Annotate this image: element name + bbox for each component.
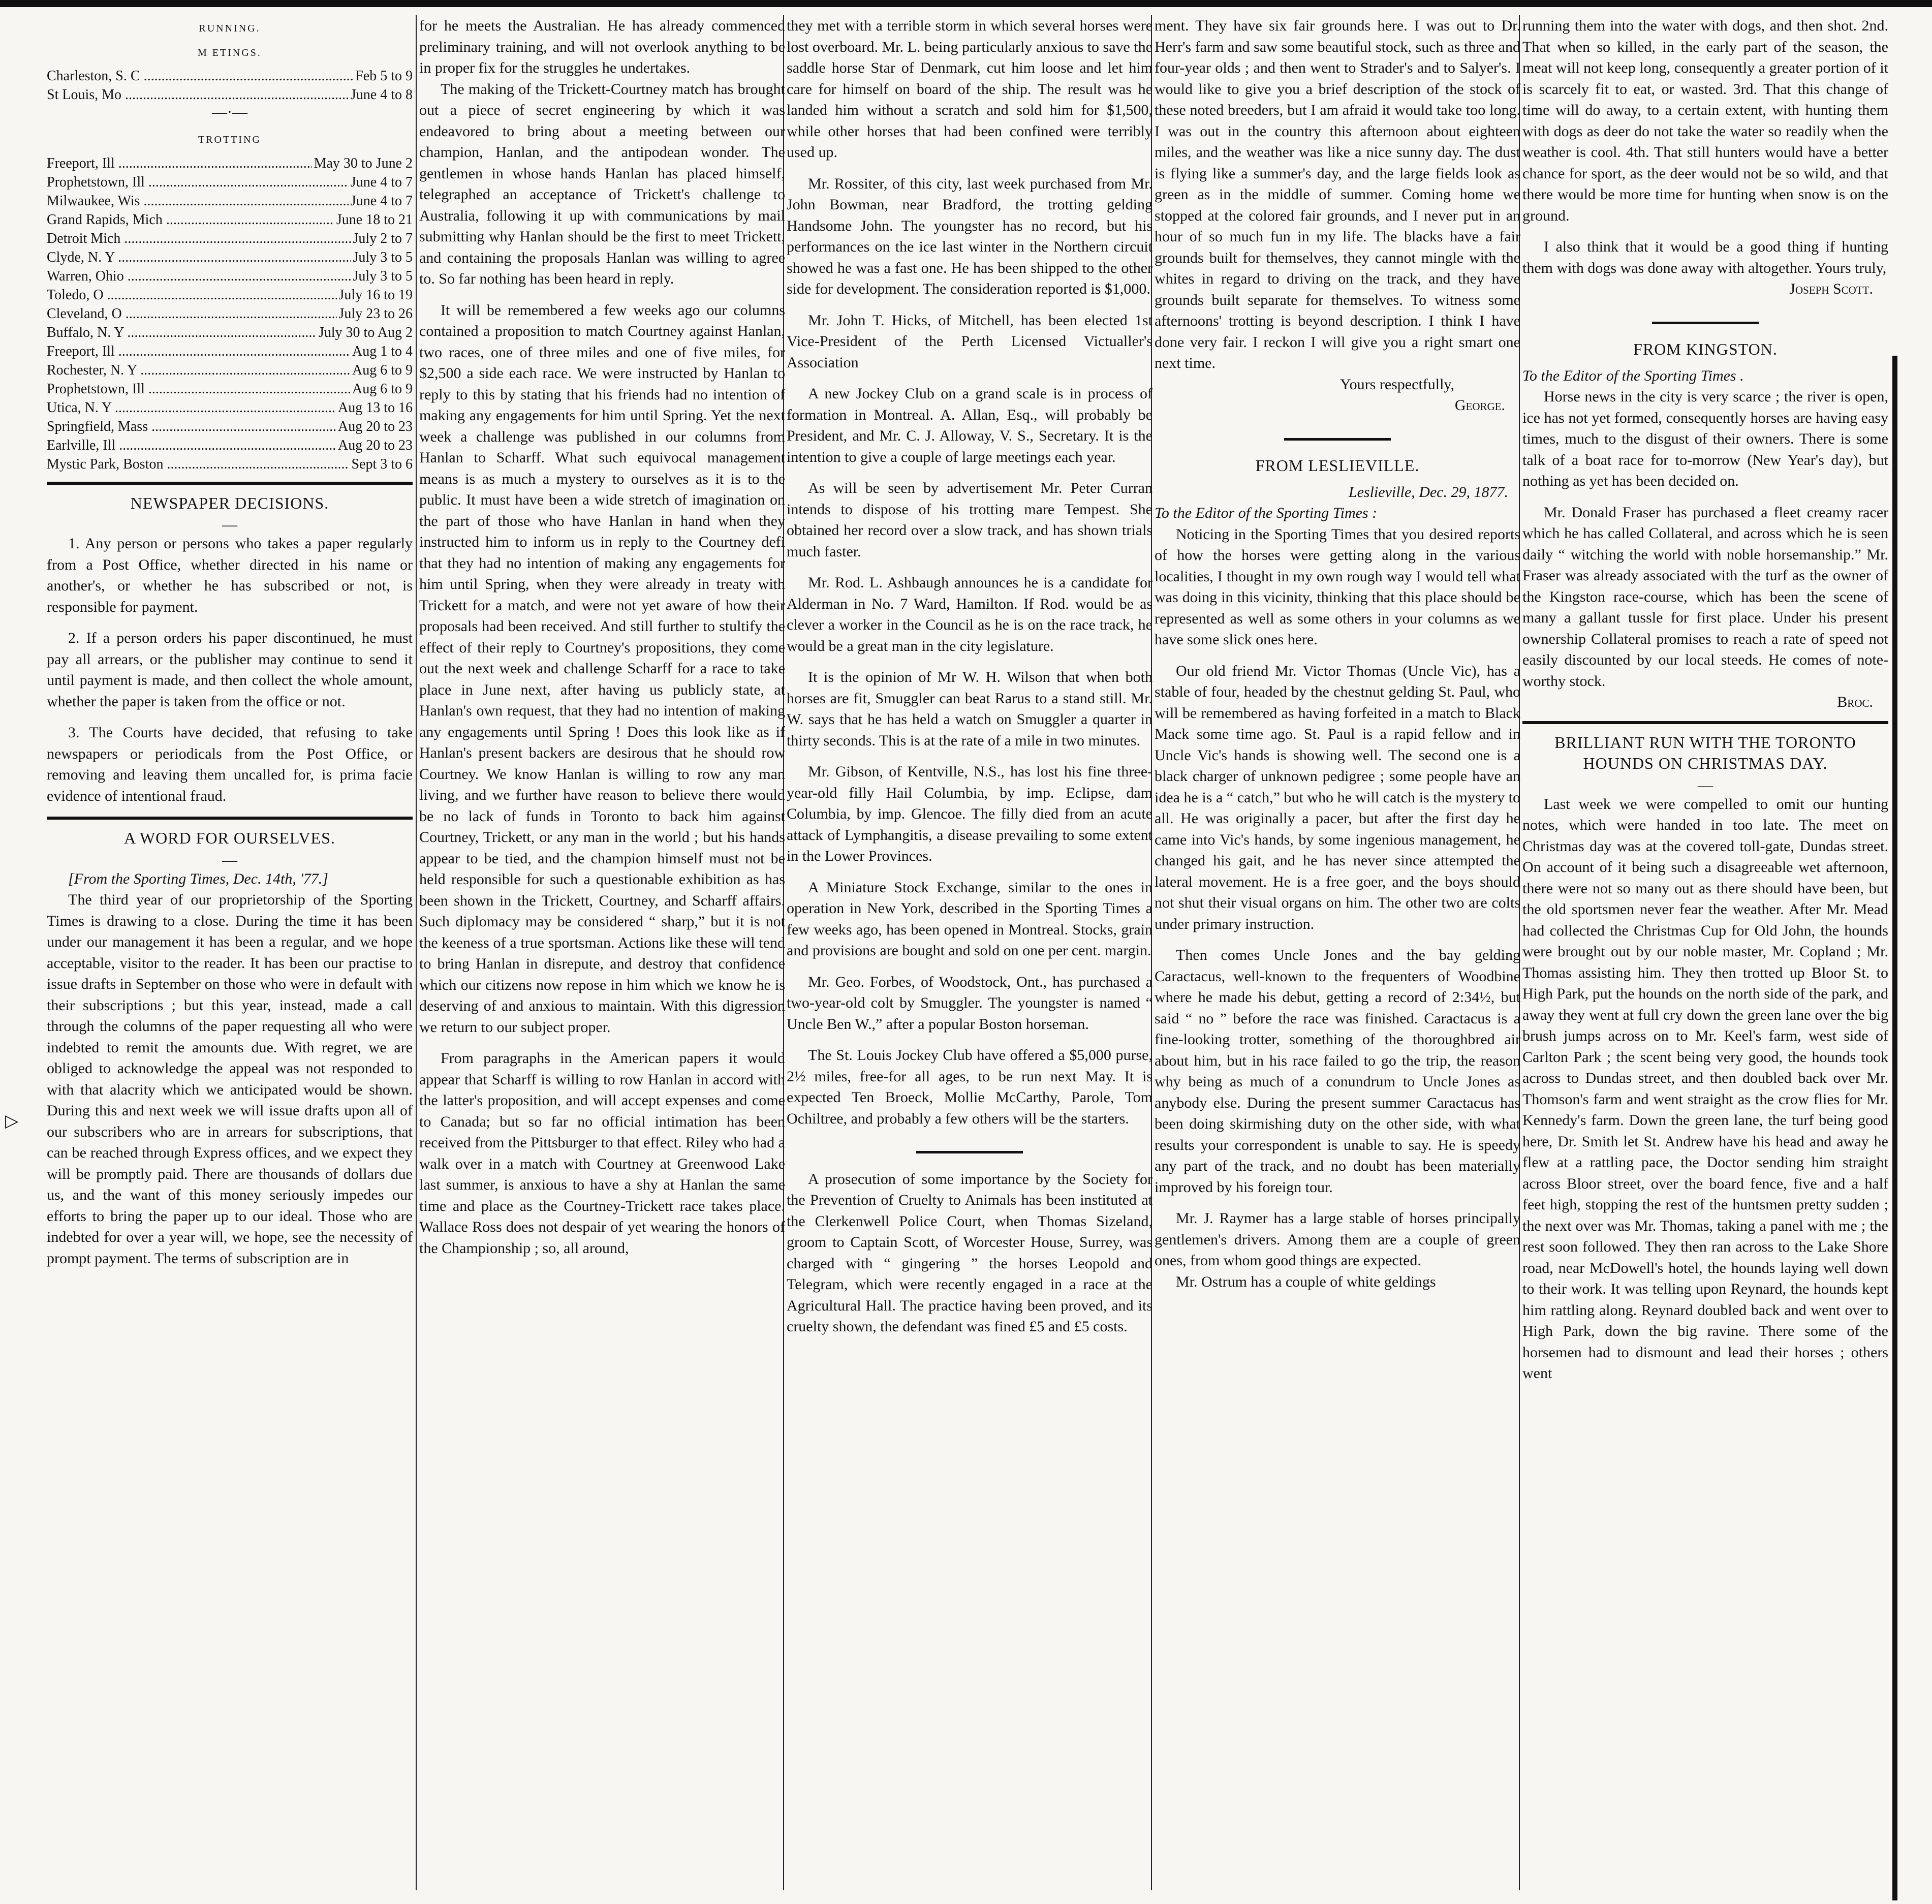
schedule-row — [47, 380, 413, 398]
meeting-dates: Feb 5 to 9 — [355, 68, 413, 84]
schedule-row — [47, 248, 413, 267]
meeting-place: Cleveland, O ..... — [47, 304, 337, 323]
article-paragraph: From paragraphs in the American papers it would appear that Scharff is willing to row Hanlan in accord with the latter's proposition, and will accept expenses and come to Canada; but so far no official intimation has been received from the Pittsburger to that effect. Riley who had a walk over in a match with Courtney at Greenwood Lake last summer, is anxious to have a shy at Hanlan the same time and place as the Courtney-Trickett race takes place. Wallace Ross does not despair of yet wearing the honors of the Championship ; so, all around, — [419, 1050, 785, 1257]
schedule-row — [47, 286, 413, 304]
letter-paragraph: Mr. Donald Fraser has purchased a fleet creamy racer which he has called Collateral, and across which he is seen daily “ witching the world with noble horsemanship.” Mr. Fraser was already associated with the turf as the owner of the Kingston race-course, which has been the scene of many a gallant tussle for first place. Under his present ownership Collateral promises to reach a rate of speed not easily discounted by our local steeds. He comes of note-worthy stock. — [1522, 504, 1888, 690]
meeting-place: Utica, N. Y ..... — [47, 398, 336, 417]
ornamental-rule — [1522, 309, 1888, 330]
meeting-dates: June 4 to 7 — [350, 193, 413, 209]
letter-paragraph: Horse news in the city is very scarce ; the river is open, ice has not yet formed, consequently horses are having easy times, much to the disgust of their owners. There is some talk of a boat race for to-morrow (New Year's day), but nothing as yet has been decided on. — [1522, 388, 1888, 489]
ornamental-rule — [787, 1138, 1152, 1160]
column-rule — [416, 15, 417, 1890]
section-rule — [47, 482, 413, 485]
column-3 — [787, 15, 1152, 1890]
letter-paragraph: Our old friend Mr. Victor Thomas (Uncle Vic), has a stable of four, headed by the chestnut gelding St. Paul, who will be remembered as having forfeited in a match to Black Mack some time ago. St. Paul is a rapid fellow and in Uncle Vic's hands is showing well. The second one is a black charger of unknown pedigree ; some people have an idea he is a “ catch,” but who he will catch is the mystery to all. He was originally a pacer, but after the first day he came into Vic's hands, by some ingenious management, he changed his gait, and he has never since attempted the lateral movement. He is a free goer, and the boys should not shut their visual organs on him. The other two are colts under primary instruction. — [1155, 662, 1520, 932]
schedule-row — [47, 210, 413, 229]
news-paragraph: Mr. Rod. L. Ashbaugh announces he is a candidate for Alderman in No. 7 Ward, Hamilton. If Rod. would be as clever a worker in the Council as he is on the race track, he would be a great man in the city legislature. — [787, 574, 1152, 654]
meeting-place: Prophetstown, Ill ..... — [47, 380, 350, 398]
ornamental-rule — [1155, 425, 1520, 447]
meeting-dates: Aug 20 to 23 — [338, 437, 413, 453]
meeting-dates: Aug 6 to 9 — [352, 362, 413, 378]
top-border — [0, 0, 1932, 7]
hounds-heading: BRILLIANT RUN WITH THE TORONTO HOUNDS ON CHRISTMAS DAY. — [1554, 733, 1856, 772]
schedule-row — [47, 323, 413, 342]
decisions-heading: NEWSPAPER DECISIONS. — [130, 493, 329, 512]
running-heading: RUNNING. — [199, 23, 261, 34]
running-subheading: M ETINGS. — [198, 47, 262, 58]
column-1 — [47, 15, 413, 1890]
meeting-dates: Aug 1 to 4 — [352, 343, 413, 359]
news-paragraph: Mr. John T. Hicks, of Mitchell, has been elected 1st Vice-President of the Perth Licensed Victualler's Association — [787, 311, 1152, 371]
trotting-heading: TROTTING — [198, 134, 261, 145]
meeting-dates: July 23 to 26 — [338, 305, 413, 322]
meeting-dates: July 2 to 7 — [353, 230, 413, 246]
kingston-heading: FROM KINGSTON. — [1633, 340, 1778, 358]
salutation: To the Editor of the Sporting Times . — [1522, 367, 1744, 384]
news-paragraph: A prosecution of some importance by the Society for the Prevention of Cruelty to Animals has been instituted at the Clerkenwell Police Court, when Thomas Sizeland, groom to Captain Scott, of Worcester House, Surrey, was charged with “ gingering ” the horses Leopold and Telegram, which were recently engaged in a race at the Agricultural Hall. The practice having been proved, and its cruelty shown, the defendant was fined £5 and £5 costs. — [787, 1170, 1152, 1335]
meeting-place: Springfield, Mass ..... — [47, 417, 336, 436]
dateline: Leslieville, Dec. 29, 1877. — [1348, 483, 1508, 501]
news-paragraph: Mr. Gibson, of Kentville, N.S., has lost his fine three-year-old filly Hail Columbia, by imp. Eclipse, dam Columbia, by imp. Glencoe. The filly died from an acute attack of Lymphangitis, a disease prevailing to some extent in the Lower Provinces. — [787, 763, 1152, 864]
letter-paragraph: running them into the water with dogs, and then shot. 2nd. That when so killed, in the early part of the season, the meat will not keep long, consequently a greater portion of it is scarcely fit to eat, or wasted. 3rd. That this change of time will do away, to a certain extent, with hunting them with dogs as deer do not take the water so readily when the weather is cool. 4th. That still hunters would have a better chance for sport, as the deer would not be so wild, and that there would be more time for hunting when snow is on the ground. — [1522, 17, 1888, 224]
meeting-place: Milwaukee, Wis ..... — [47, 192, 349, 210]
hunt-paragraph: Last week we were compelled to omit our hunting notes, which were handed in too late. The meet on Christmas day was at the covered toll-gate, Dundas street. On account of it being such a disagreeable wet afternoon, there were not so many out as there should have been, but the old sportsmen never fear the weather. After Mr. Mead had collected the Christmas Cup for Old John, the hounds were brought out by our noble master, Mr. Copland ; Mr. Thomas assisting him. They then trotted up Bloor St. to High Park, put the hounds on the north side of the park, and away they went at full cry down the green lane over the big brush jumps across on to Mr. Keel's farm, west side of Carlton Park ; the scent being very good, the hounds took across to Dundas street, and then doubled back over Mr. Thomson's farm and went straight as the crow flies for Mr. Kennedy's farm. Down the green lane, the turf being good here, Dr. Smith let St. Andrew have his head and away he flew at a rattling pace, the Doctor sending him straight across Bloor street, over the board fence, five and a half feet high, stopping the rest of the huntsmen pretty sudden ; the next over was Mr. Thomas, taking a panel with me ; the rest soon followed. They then ran across to the Lake Shore road, near McDowell's hotel, the hounds laying well down to their work. It was telling upon Reynard, the hounds kept him rattling along. Reynard doubled back and went over to High Park, down the big ravine. There some of the horsemen had to dismount and lead their horses ; others went — [1522, 795, 1888, 1382]
word-heading: A WORD FOR OURSELVES. — [124, 829, 335, 847]
meeting-dates: July 3 to 5 — [353, 249, 413, 265]
schedule-row — [47, 67, 413, 85]
news-paragraph: A Miniature Stock Exchange, similar to the ones in operation in New York, described in the Sporting Times a few weeks ago, has been opened in Montreal. Stocks, grain and provisions are bought and sold on one per cent. margin. — [787, 879, 1152, 959]
meeting-dates: Aug 20 to 23 — [338, 418, 413, 434]
decision-item: 3. The Courts have decided, that refusing to take newspapers or periodicals from the Post Office, or removing and leaving them uncalled for, is prima facie evidence of intentional fraud. — [47, 724, 413, 804]
divider: — — [222, 516, 237, 533]
news-paragraph: As will be seen by advertisement Mr. Peter Curran intends to dispose of his trotting mare Tempest. She obtained her record over a slow track, and has shown trials much faster. — [787, 480, 1152, 560]
meeting-place: Freeport, Ill ..... — [47, 342, 350, 361]
schedule-row — [47, 342, 413, 361]
article-paragraph: It will be remembered a few weeks ago our columns contained a proposition to match Courtney against Hanlan, two races, one of three miles and one of five miles, for $2,500 a side each race. We were instructed by Hanlan to reply to this by stating that his friends had no intention of making any engagements for him until Spring. Yet the next week a challenge was published in our columns from Hanlan to Scharff. What such equivocal management means is as much a mystery to ourselves as it is to the public. It must have been a wide stretch of imagination on the part of those who have Hanlan in hand when they instructed him to inform us in reply to the Courtney defi that they had no intention of making any engagements for him until Spring, when they were already in treaty with Trickett for a match, and were not yet aware of how their proposals had been received. And still further to stultify the effect of their reply to Courtney's propositions, they come out the next week and challenge Scharff for a race to take place in June next, after having us publicly state, at Hanlan's own request, that they had no intention of making any engagements until Spring ! Does this look like as if Hanlan's present backers are desirous that he should row Courtney. We know Hanlan is willing to row any man living, and we further have reason to believe there would be no lack of funds in Toronto to back him against Courtney, Trickett, or any man in the world ; but his hands appear to be tied, and the champion himself must not be held responsible for such a questionable exhibition as has been shown in the Trickett, Courtney, and Scharff affairs. Such diplomacy may be considered “ sharp,” but it is not the keeness of a true sportsman. Actions like these will tend to bring Hanlan in disrepute, and destroy that confidence which our citizens now repose in him which we know he is deserving of and anxious to maintain. With this digression we return to our subject proper. — [419, 301, 785, 1036]
divider: — — [222, 851, 237, 868]
article-paragraph: The making of the Trickett-Courtney match has brought out a piece of secret engineering by which it was endeavored to bring about a meeting between our champion, Hanlan, and the antipodean wonder. The gentlemen in whose hands Hanlan has placed himself, telegraphed an acceptance of Trickett's challenge to Australia, following it up with communications by mail submitting why Hanlan should be the first to meet Trickett, and containing the proposals Hanlan was willing to agree to. So far nothing has been heard in reply. — [419, 80, 785, 287]
schedule-row — [47, 85, 413, 104]
decision-item: 1. Any person or persons who takes a paper regularly from a Post Office, whether directed in his name or another's, or whether he has subscribed or not, is responsible for payment. — [47, 535, 413, 615]
meeting-place: Rochester, N. Y ..... — [47, 361, 350, 380]
news-paragraph: they met with a terrible storm in which several horses were lost overboard. Mr. L. being particularly anxious to save the saddle horse Star of Denmark, cut him loose and let him care for himself on board of the ship. The result was he landed him without a scratch and sold him for $1,500, while other horses that had been confined were terribly used up. — [787, 17, 1152, 161]
decisions-body — [47, 533, 413, 806]
letter-paragraph: Mr. Ostrum has a couple of white geldings — [1176, 1273, 1436, 1290]
leslieville-heading: FROM LESLIEVILLE. — [1255, 456, 1420, 475]
letter-paragraph: ment. They have six fair grounds here. I was out to Dr. Herr's farm and saw some beautiful stock, such as three and four-year olds ; and then went to Strader's and to Salyer's. I would like to give you a brief description of the stock of these noted breeders, but I am afraid it would take too long. I was out in the country this afternoon about eighteen miles, and the weather was like a nice sunny day. The dust is flying like a summer's day, and the large fields look as green as in the middle of summer. Coming home we stopped at the colored fair grounds, and I never put in an hour of so much fun in my life. The blacks have a fair grounds built for themselves, they cannot mingle with the whites in regard to driving on the track, and they have grounds built separate for themselves. To witness some afternoons' trotting is beyond description. I think I have done very fair. I reckon I will give you a right smart one next time. — [1155, 17, 1520, 371]
news-paragraph: The St. Louis Jockey Club have offered a $5,000 purse, 2½ miles, free-for all ages, to be run next May. It is expected Ten Broeck, Mollie McCarthy, Parole, Tom Ochiltree, and probably a few others will be the starters. — [787, 1047, 1152, 1127]
letter-paragraph: Then comes Uncle Jones and the bay gelding Caractacus, well-known to the frequenters of Woodbine where he made his debut, getting a record of 2:34½, but said “ no ” before the race was finished. Caractacus is a fine-looking trotter, something of the thoroughbred air about him, but in his race failed to go the trip, the reason why being as much of a conundrum to Uncle Jones as anybody else. During the present summer Caractacus has been doing skirmishing duty on the other side, with what results your correspondent is unable to say. He is speedy any part of the track, and no doubt has been materially improved by his foreign tour. — [1155, 947, 1520, 1196]
meeting-place: Warren, Ohio ..... — [47, 267, 351, 286]
meeting-place: Detroit Mich ..... — [47, 229, 351, 248]
schedule-row — [47, 229, 413, 248]
divider: — — [1698, 776, 1713, 794]
word-source: [From the Sporting Times, Dec. 14th, '77.] — [68, 870, 328, 887]
salutation: To the Editor of the Sporting Times : — [1155, 505, 1378, 521]
letter-signature: George. — [1454, 397, 1505, 414]
article-paragraph: for he meets the Australian. He has already commenced preliminary training, and will not overlook anything to be in proper fix for the struggles he undertakes. — [419, 17, 785, 76]
meeting-dates: Aug 13 to 16 — [338, 399, 413, 416]
meeting-dates: Sept 3 to 6 — [351, 456, 413, 472]
trotting-schedule — [47, 154, 413, 474]
news-paragraph: A new Jockey Club on a grand scale is in process of formation in Montreal. A. Allan, Esq., will probably be President, and Mr. C. J. Alloway, V. S., Secretary. It is the intention to give a couple of large meetings each year. — [787, 385, 1152, 465]
meeting-place: Prophetstown, Ill ..... — [47, 173, 349, 192]
letter-paragraph: Noticing in the Sporting Times that you desired reports of how the horses were getting along in the various localities, I thought in my own rough way I would tell what was doing in this vicinity, thinking that this place should be represented as well as some others in your columns as we have some slick ones here. — [1155, 525, 1520, 648]
column-4 — [1155, 15, 1520, 1890]
meeting-place: St Louis, Mo ..... — [47, 85, 349, 104]
meeting-place: Charleston, S. C ..... — [47, 67, 353, 85]
meeting-place: Earlville, Ill ..... — [47, 436, 336, 455]
column-5 — [1522, 15, 1888, 1890]
section-rule — [1522, 721, 1888, 724]
letter-signature: Broc. — [1837, 694, 1873, 710]
schedule-row — [47, 154, 413, 173]
decision-item: 2. If a person orders his paper discontinued, he must pay all arrears, or the publisher may continue to send it until payment is made, and then collect the whole amount, whether the paper is taken from the office or not. — [47, 630, 413, 710]
meeting-place: Clyde, N. Y ..... — [47, 248, 351, 267]
schedule-row — [47, 398, 413, 417]
schedule-row — [47, 192, 413, 210]
column-2 — [419, 15, 785, 1890]
section-rule — [47, 817, 413, 820]
schedule-row — [47, 173, 413, 192]
meeting-dates: July 30 to Aug 2 — [318, 324, 413, 340]
schedule-row — [47, 417, 413, 436]
schedule-row — [47, 267, 413, 286]
meeting-dates: June 18 to 21 — [336, 211, 413, 228]
letter-closing: Yours respectfully, — [1340, 376, 1454, 393]
running-schedule — [47, 67, 413, 104]
meeting-dates: May 30 to June 2 — [314, 155, 413, 171]
margin-marker: ▷ — [5, 1111, 19, 1131]
meeting-place: Toledo, O ..... — [47, 286, 337, 304]
meeting-dates: June 4 to 8 — [350, 87, 413, 103]
news-paragraph: Mr. Geo. Forbes, of Woodstock, Ont., has purchased a two-year-old colt by Smuggler. The youngster is named “ Uncle Ben W.,” after a popular Boston horseman. — [787, 973, 1152, 1033]
schedule-row — [47, 455, 413, 474]
letter-paragraph: Mr. J. Raymer has a large stable of horses principally gentlemen's drivers. Among them are a couple of green ones, from whom good things are expected. — [1155, 1210, 1520, 1269]
meeting-place: Buffalo, N. Y ..... — [47, 323, 317, 342]
page-edge-shadow — [1892, 356, 1897, 1900]
meeting-place: Grand Rapids, Mich ..... — [47, 210, 334, 229]
schedule-row — [47, 304, 413, 323]
meeting-dates: June 4 to 7 — [350, 174, 413, 190]
schedule-row — [47, 436, 413, 455]
meeting-place: Mystic Park, Boston ..... — [47, 455, 349, 474]
letter-paragraph: I also think that it would be a good thing if hunting them with dogs was done away with altogether. Yours truly, — [1522, 238, 1888, 276]
news-paragraph: It is the opinion of Mr W. H. Wilson that when both horses are fit, Smuggler can beat Rarus to a stand still. Mr. W. says that he has held a watch on Smuggler a quarter in thirty seconds. This is at the rate of a mile in two minutes. — [787, 669, 1152, 749]
word-body: The third year of our proprietorship of the Sporting Times is drawing to a close. During the time it has been under our management it has been a regular, and we hope acceptable, visitor to the reader. It has been our practise to issue drafts in September on those who were in default with their subscriptions ; but this year, instead, made a call through the columns of the paper requesting all who were indebted to remit the amounts due. With regret, we are obliged to acknowledge the appeal was not responded to with that alacrity which we anticipated would be shown. During this and next week we will issue drafts upon all of our subscribers who are in arrears for subscriptions, that can be reached through Express offices, and we expect they will be promptly paid. There are thousands of dollars due us, and the want of this money seriously impedes our efforts to bring the paper up to our ideal. Those who are indebted for over a year will, we hope, see the necessity of prompt payment. The terms of subscription are in — [47, 891, 413, 1267]
letter-signature: Joseph Scott. — [1789, 280, 1873, 297]
news-paragraph: Mr. Rossiter, of this city, last week purchased from Mr. John Bowman, near Bradford, the trotting gelding Handsome John. The youngster has no record, but his performances on the ice last winter in the Northern circuit showed he was a fast one. He has been shipped to the other side for development. The consideration reported is $1,000. — [787, 175, 1152, 297]
meeting-dates: July 16 to 19 — [338, 287, 413, 303]
meeting-place: Freeport, Ill ..... — [47, 154, 312, 173]
meeting-dates: July 3 to 5 — [353, 268, 413, 284]
schedule-row — [47, 361, 413, 380]
meeting-dates: Aug 6 to 9 — [352, 381, 413, 397]
divider: —·— — [212, 104, 247, 120]
